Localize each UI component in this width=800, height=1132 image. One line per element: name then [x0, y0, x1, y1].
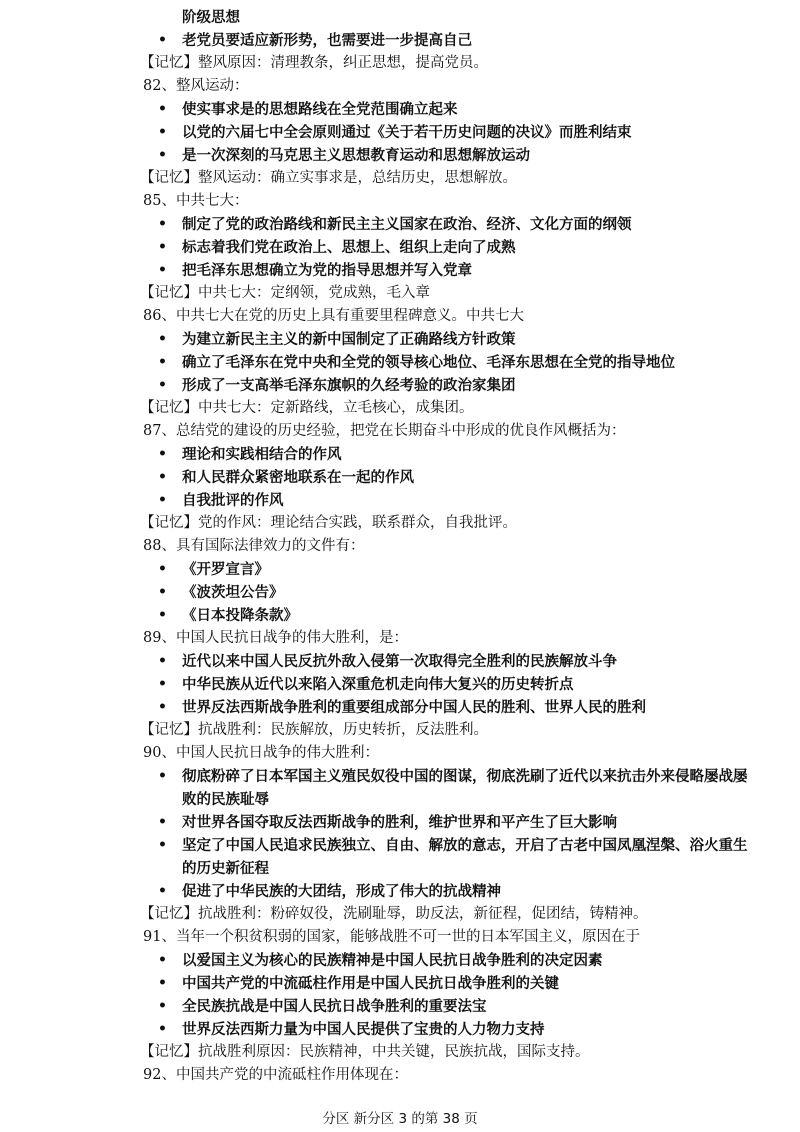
line-text: 确立了毛泽东在党中央和全党的领导核心地位、毛泽东思想在全党的指导地位: [182, 354, 675, 371]
bullet-icon: •: [158, 101, 167, 117]
bullet-item: [0, 880, 800, 903]
bullet-item: [0, 351, 800, 374]
line-text: 对世界各国夺取反法西斯战争的胜利，维护世界和平产生了巨大影响: [182, 814, 617, 831]
bullet-icon: •: [158, 607, 167, 623]
bullet-item: [0, 443, 800, 466]
bullet-item: [0, 236, 800, 259]
line-text: 《日本投降条款》: [182, 607, 298, 624]
line-text: 坚定了中国人民追求民族独立、自由、解放的意志，开启了古老中国凤凰涅槃、浴火重生: [182, 837, 748, 854]
memory-note: [0, 512, 800, 535]
bullet-icon: •: [158, 354, 167, 370]
line-text: 以党的六届七中全会原则通过《关于若干历史问题的决议》而胜利结束: [182, 124, 632, 141]
line-text: 以爱国主义为核心的民族精神是中国人民抗日战争胜利的决定因素: [182, 952, 603, 969]
line-text: 【记忆】抗战胜利：粉碎奴役，洗刷耻辱，助反法，新征程，促团结，铸精神。: [140, 906, 648, 922]
bullet-icon: •: [158, 584, 167, 600]
line-text: 92、中国共产党的中流砥柱作用体现在：: [143, 1067, 408, 1083]
question-heading: [0, 1064, 800, 1087]
line-text: 【记忆】抗战胜利原因：民族精神，中共关键，民族抗战，国际支持。: [140, 1044, 590, 1060]
line-text: 是一次深刻的马克思主义思想教育运动和思想解放运动: [182, 147, 530, 164]
question-heading: [0, 190, 800, 213]
bullet-item: [0, 834, 800, 857]
bullet-item: [0, 949, 800, 972]
bullet-item: [0, 466, 800, 489]
line-text: 的历史新征程: [182, 860, 269, 877]
bullet-icon: •: [158, 239, 167, 255]
bullet-icon: •: [158, 446, 167, 462]
line-text: 彻底粉碎了日本军国主义殖民奴役中国的图谋，彻底洗刷了近代以来抗击外来侵略屡战屡: [182, 768, 748, 785]
line-text: 世界反法西斯战争胜利的重要组成部分中国人民的胜利、世界人民的胜利: [182, 699, 646, 716]
bullet-icon: •: [158, 469, 167, 485]
line-text: 和人民群众紧密地联系在一起的作风: [182, 469, 414, 486]
question-heading: [0, 742, 800, 765]
bullet-icon: •: [158, 1021, 167, 1037]
bullet-icon: •: [158, 952, 167, 968]
bullet-icon: •: [158, 124, 167, 140]
memory-note: [0, 903, 800, 926]
line-text: 87、总结党的建设的历史经验，把党在长期奋斗中形成的优良作风概括为：: [143, 423, 626, 439]
memory-note: [0, 52, 800, 75]
line-text: 阶级思想: [182, 9, 240, 26]
bullet-icon: •: [158, 653, 167, 669]
question-heading: [0, 627, 800, 650]
bullet-item: [0, 374, 800, 397]
memory-note: [0, 282, 800, 305]
bullet-item: [0, 765, 800, 788]
bullet-item: [0, 121, 800, 144]
bullet-item: [0, 604, 800, 627]
bullet-icon: •: [158, 883, 167, 899]
bullet-item: [0, 213, 800, 236]
bullet-icon: •: [158, 262, 167, 278]
line-text: 制定了党的政治路线和新民主主义国家在政治、经济、文化方面的纲领: [182, 216, 632, 233]
bullet-item: [0, 489, 800, 512]
bullet-icon: •: [158, 377, 167, 393]
line-text: 标志着我们党在政治上、思想上、组织上走向了成熟: [182, 239, 516, 256]
bullet-item: [0, 581, 800, 604]
bullet-icon: •: [158, 676, 167, 692]
line-text: 近代以来中国人民反抗外敌入侵第一次取得完全胜利的民族解放斗争: [182, 653, 617, 670]
bullet-item: [0, 98, 800, 121]
question-heading: [0, 420, 800, 443]
line-text: 【记忆】整风原因：清理教条，纠正思想，提高党员。: [140, 55, 488, 71]
line-text: 86、中共七大在党的历史上具有重要里程碑意义。中共七大: [143, 308, 524, 324]
line-text: 82、整风运动：: [143, 78, 249, 94]
bullet-item: [0, 972, 800, 995]
continuation-line: [0, 788, 800, 811]
continuation-line: [0, 857, 800, 880]
document-body: [0, 6, 800, 1087]
line-text: 理论和实践相结合的作风: [182, 446, 342, 463]
line-text: 为建立新民主主义的新中国制定了正确路线方针政策: [182, 331, 516, 348]
line-text: 败的民族耻辱: [182, 791, 269, 808]
bullet-icon: •: [158, 216, 167, 232]
bullet-item: [0, 650, 800, 673]
line-text: 全民族抗战是中国人民抗日战争胜利的重要法宝: [182, 998, 487, 1015]
question-heading: [0, 305, 800, 328]
memory-note: [0, 397, 800, 420]
line-text: 89、中国人民抗日战争的伟大胜利，是：: [143, 630, 408, 646]
bullet-icon: •: [158, 768, 167, 784]
line-text: 把毛泽东思想确立为党的指导思想并写入党章: [182, 262, 472, 279]
bullet-icon: •: [158, 699, 167, 715]
memory-note: [0, 1041, 800, 1064]
line-text: 【记忆】中共七大：定新路线，立毛核心，成集团。: [140, 400, 474, 416]
line-text: 《波茨坦公告》: [182, 584, 284, 601]
line-text: 90、中国人民抗日战争的伟大胜利：: [143, 745, 379, 761]
line-text: 【记忆】中共七大：定纲领，党成熟，毛入章: [140, 285, 430, 301]
bullet-item: [0, 696, 800, 719]
line-text: 《开罗宣言》: [182, 561, 269, 578]
bullet-icon: •: [158, 331, 167, 347]
continuation-line: [0, 6, 800, 29]
line-text: 促进了中华民族的大团结，形成了伟大的抗战精神: [182, 883, 501, 900]
question-heading: [0, 535, 800, 558]
line-text: 【记忆】整风运动：确立实事求是，总结历史，思想解放。: [140, 170, 517, 186]
line-text: 形成了一支高举毛泽东旗帜的久经考验的政治家集团: [182, 377, 516, 394]
bullet-item: [0, 328, 800, 351]
bullet-item: [0, 29, 800, 52]
line-text: 【记忆】党的作风：理论结合实践，联系群众，自我批评。: [140, 515, 517, 531]
bullet-icon: •: [158, 147, 167, 163]
bullet-icon: •: [158, 492, 167, 508]
line-text: 中华民族从近代以来陷入深重危机走向伟大复兴的历史转折点: [182, 676, 574, 693]
line-text: 使实事求是的思想路线在全党范围确立起来: [182, 101, 458, 118]
bullet-item: [0, 811, 800, 834]
bullet-icon: •: [158, 837, 167, 853]
bullet-icon: •: [158, 975, 167, 991]
bullet-icon: •: [158, 814, 167, 830]
bullet-item: [0, 259, 800, 282]
bullet-icon: •: [158, 32, 167, 48]
memory-note: [0, 167, 800, 190]
bullet-item: [0, 673, 800, 696]
memory-note: [0, 719, 800, 742]
line-text: 88、具有国际法律效力的文件有：: [143, 538, 365, 554]
question-heading: [0, 75, 800, 98]
line-text: 【记忆】抗战胜利：民族解放，历史转折，反法胜利。: [140, 722, 488, 738]
bullet-icon: •: [158, 998, 167, 1014]
page-footer: 分区 新分区 3 的第 38 页: [322, 1111, 478, 1127]
bullet-item: [0, 1018, 800, 1041]
line-text: 自我批评的作风: [182, 492, 284, 509]
bullet-item: [0, 144, 800, 167]
line-text: 中国共产党的中流砥柱作用是中国人民抗日战争胜利的关键: [182, 975, 559, 992]
bullet-icon: •: [158, 561, 167, 577]
question-heading: [0, 926, 800, 949]
line-text: 91、当年一个积贫积弱的国家，能够战胜不可一世的日本军国主义，原因在于: [143, 929, 640, 945]
line-text: 老党员要适应新形势，也需要进一步提高自己: [182, 32, 472, 49]
bullet-item: [0, 995, 800, 1018]
bullet-item: [0, 558, 800, 581]
line-text: 85、中共七大：: [143, 193, 249, 209]
line-text: 世界反法西斯力量为中国人民提供了宝贵的人力物力支持: [182, 1021, 545, 1038]
